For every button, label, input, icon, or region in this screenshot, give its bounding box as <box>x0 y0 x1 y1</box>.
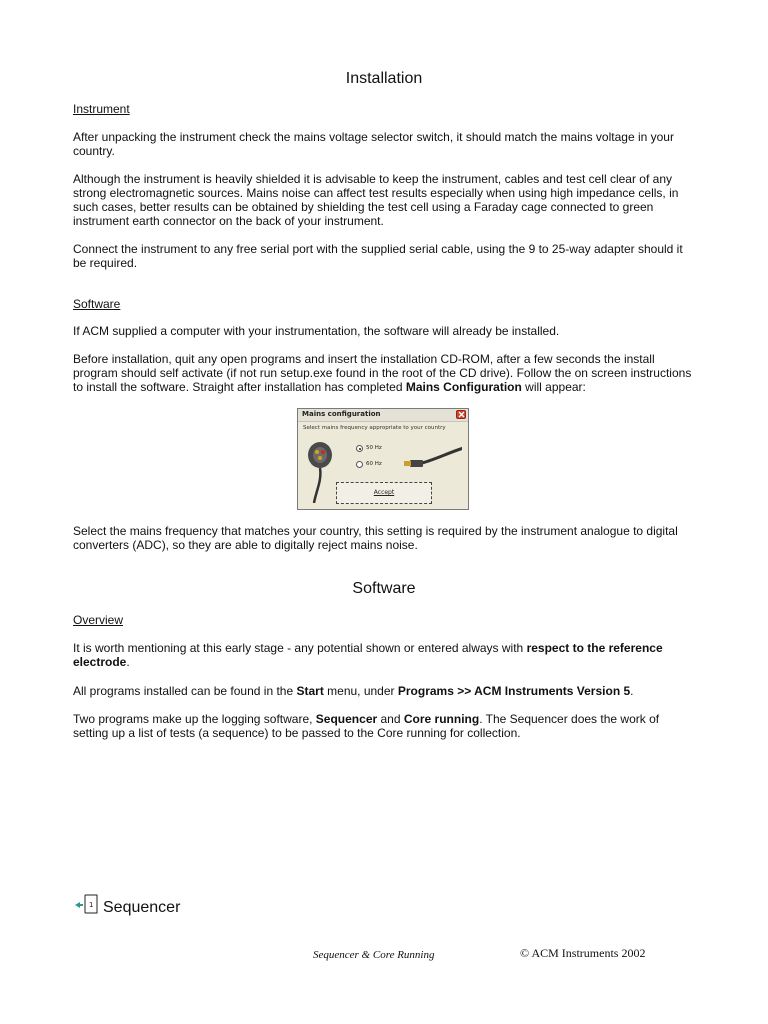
footer-copyright: © ACM Instruments 2002 <box>520 946 646 960</box>
footer-title: Sequencer & Core Running <box>313 949 435 961</box>
instrument-paragraph-2: Although the instrument is heavily shielded it is advisable to keep the instrument, cables and test cell clear of any strong electromagnetic sources. Mains noise can affect test results especially when using high impedance cells, in such cases, better results can be obtained by shielding the test cell using a Faraday cage connected to green instrument earth connector on the back of your instrument. <box>73 172 679 228</box>
mains-configuration-term: Mains Configuration <box>405 380 522 394</box>
instrument-heading: Instrument <box>73 102 130 116</box>
instrument-paragraph-1: After unpacking the instrument check the mains voltage selector switch, it should match the mains voltage in your country. <box>73 130 674 158</box>
sequencer-heading: Sequencer <box>103 899 181 916</box>
radio-option-50hz[interactable] <box>356 445 382 452</box>
mains-frequency-paragraph: Select the mains frequency that matches your country, this setting is required by the instrument analogue to digital converters (ADC), so they are able to digitally reject mains noise. <box>73 524 678 552</box>
overview-heading: Overview <box>73 613 124 627</box>
dialog-prompt: Select mains frequency appropriate to your country <box>303 425 446 431</box>
software-install-heading: Software <box>73 297 121 311</box>
sequencer-icon <box>74 893 98 915</box>
accept-button[interactable]: Accept <box>336 482 432 504</box>
overview-paragraph-3: Two programs make up the logging software, Sequencer and Core running. The Sequencer does the work of setting up a list of tests (a sequence) to be passed to the Core running for collection. <box>73 712 660 740</box>
radio-option-60hz[interactable] <box>356 461 382 468</box>
svg-text:1: 1 <box>89 901 94 909</box>
radio-label-50hz: 50 Hz <box>366 445 382 451</box>
radio-button-selected[interactable] <box>356 445 363 452</box>
software-paragraph-1: If ACM supplied a computer with your instrumentation, the software will already be installed. <box>73 324 560 338</box>
overview-paragraph-1: It is worth mentioning at this early stage - any potential shown or entered always with respect to the reference electrode. <box>73 641 663 669</box>
radio-label-60hz: 60 Hz <box>366 461 382 467</box>
radio-button[interactable] <box>356 461 363 468</box>
software-title: Software <box>352 580 416 597</box>
mains-configuration-dialog <box>297 408 469 510</box>
close-icon[interactable] <box>456 410 466 419</box>
instrument-paragraph-3: Connect the instrument to any free serial port with the supplied serial cable, using the 9 to 25-way adapter should it be required. <box>73 242 683 270</box>
software-paragraph-2: Before installation, quit any open programs and insert the installation CD-ROM, after a few seconds the install program should self activate (if not run setup.exe found in the root of the CD drive). Follow the on screen instructions to install the software. Straight after installation has completed Mains Configuration will appear: <box>73 352 692 394</box>
installation-title: Installation <box>345 70 423 87</box>
dialog-title: Mains configuration <box>302 410 381 418</box>
dialog-title-bar <box>298 409 468 422</box>
overview-paragraph-2: All programs installed can be found in the Start menu, under Programs >> ACM Instruments Version 5. <box>73 684 634 698</box>
